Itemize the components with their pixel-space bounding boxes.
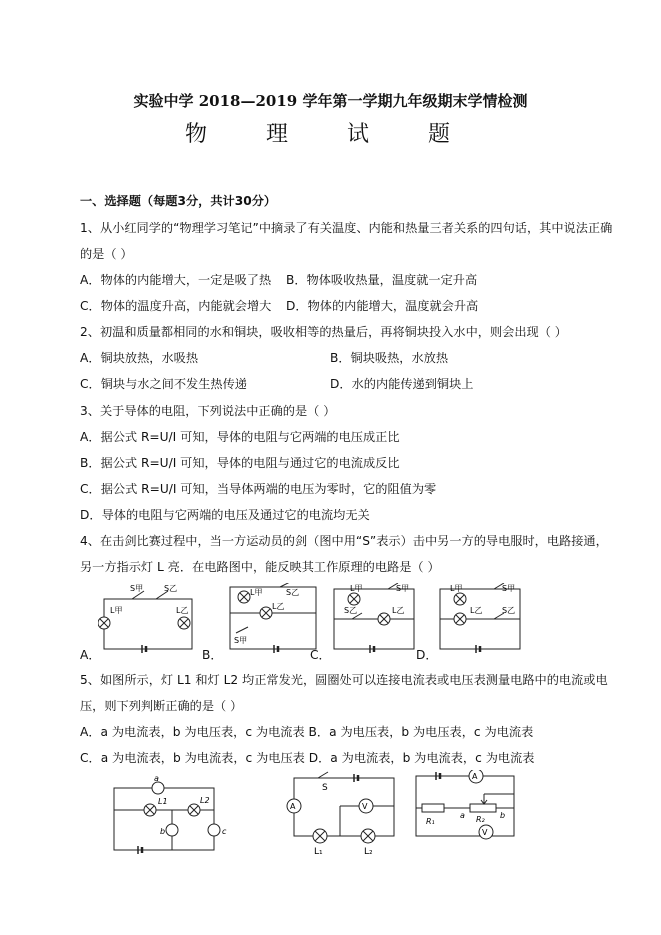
q1-option-d: D．物体的内能增大，温度就会升高: [286, 299, 479, 313]
q2-option-a: A．铜块放热，水吸热: [80, 351, 199, 365]
q5-figure-3: [410, 770, 526, 856]
q1-stem-line2: 的是（ ）: [80, 247, 133, 261]
q3-option-c: C．据公式 R=U/I 可知，当导体两端的电压为零时，它的阻值为零: [80, 482, 437, 496]
q5f2-s-label: S: [322, 783, 328, 793]
q3-option-a: A．据公式 R=U/I 可知，导体的电阻与它两端的电压成正比: [80, 430, 400, 444]
q4a-l-jia-label: L甲: [110, 606, 123, 615]
q5f1-a-label: a: [154, 774, 159, 783]
q1-option-a: A．物体的内能增大，一定是吸了热: [80, 273, 272, 287]
q5f3-ammeter-label: A: [472, 772, 478, 781]
q4b-s-yi-label: S乙: [286, 588, 300, 597]
q5-stem-line1: 5、如图所示，灯 L1 和灯 L2 均正常发光，圆圈处可以连接电流表或电压表测量电路中的电流或电: [80, 673, 608, 687]
q5-options-cd: C．a 为电流表，b 为电流表，c 为电压表 D．a 为电流表，b 为电流表，c 为电流表: [80, 751, 535, 765]
q4d-s-yi-label: S乙: [502, 606, 516, 615]
exam-title: 实验中学 2018—2019 学年第一学期九年级期末学情检测: [133, 92, 528, 110]
q2-stem: 2、初温和质量都相同的水和铜块，吸收相等的热量后，再将铜块投入水中，则会出现（ ）: [80, 325, 567, 339]
q4c-l-yi-label: L乙: [392, 606, 405, 615]
q4a-l-yi-label: L乙: [176, 606, 189, 615]
q1-option-c: C．物体的温度升高，内能就会增大: [80, 299, 272, 313]
q5f2-l1-label: L₁: [314, 847, 323, 856]
q4d-l-jia-label: L甲: [450, 584, 463, 593]
q4c-l-jia-label: L甲: [350, 584, 363, 593]
q3-stem: 3、关于导体的电阻，下列说法中正确的是（ ）: [80, 404, 336, 418]
q5f3-b-label: b: [500, 811, 506, 820]
q4c-s-yi-label: S乙: [344, 606, 358, 615]
q4-label-b: B．: [202, 648, 223, 662]
q5f3-r2-label: R₂: [476, 815, 485, 824]
q5f1-b-label: b: [160, 827, 166, 836]
q4a-s-yi-label: S乙: [164, 584, 178, 593]
q4-stem-line2: 另一方指示灯 L 亮．在电路图中，能反映其工作原理的电路是（ ）: [80, 560, 440, 574]
q5-stem-line2: 压，则下列判断正确的是（ ）: [80, 699, 243, 713]
q4b-s-jia-label: S甲: [234, 636, 248, 645]
q5f3-r1-label: R₁: [426, 817, 435, 826]
q5f2-voltmeter-label: V: [362, 802, 368, 811]
q4-label-c: C．: [310, 648, 331, 662]
q1-option-b: B．物体吸收热量，温度就一定升高: [286, 273, 478, 287]
q3-option-b: B．据公式 R=U/I 可知，导体的电阻与通过它的电流成反比: [80, 456, 400, 470]
q5f2-l2-label: L₂: [364, 847, 373, 856]
q2-option-d: D．水的内能传递到铜块上: [330, 377, 474, 391]
q5f1-c-label: c: [222, 827, 227, 836]
q4-circuit-d: [436, 583, 524, 658]
q4b-l-jia-label: L甲: [250, 588, 263, 597]
subject-title: 物 理 试 题: [185, 122, 476, 147]
section-title: 一、选择题（每题3分，共计30分）: [80, 194, 277, 208]
q4d-l-yi-label: L乙: [470, 606, 483, 615]
q5f3-voltmeter-label: V: [482, 828, 488, 837]
q2-option-b: B．铜块吸热，水放热: [330, 351, 449, 365]
q4-stem-line1: 4、在击剑比赛过程中，当一方运动员的剑（图中用“S”表示）击中另一方的导电服时，电路接通，: [80, 534, 608, 548]
q4-circuit-c: [330, 583, 418, 658]
q5f1-l1-label: L1: [158, 797, 168, 806]
q4-label-a: A．: [80, 648, 101, 662]
q5-figure-2: [284, 770, 404, 856]
q5f2-ammeter-label: A: [290, 802, 296, 811]
q4a-s-jia-label: S甲: [130, 584, 144, 593]
q5f3-a-label: a: [460, 811, 465, 820]
q5-figure-1: [108, 772, 228, 858]
q4c-s-jia-label: S甲: [396, 584, 410, 593]
q4-circuit-b: [222, 583, 322, 658]
q2-option-c: C．铜块与水之间不发生热传递: [80, 377, 247, 391]
q4-circuit-a: [98, 583, 198, 658]
q5f1-l2-label: L2: [200, 796, 210, 805]
q3-option-d: D．导体的电阻与它两端的电压及通过它的电流均无关: [80, 508, 370, 522]
q5-options-ab: A．a 为电流表，b 为电压表，c 为电流表 B．a 为电压表，b 为电压表，c 为电流表: [80, 725, 534, 739]
q1-stem-line1: 1、从小红同学的“物理学习笔记”中摘录了有关温度、内能和热量三者关系的四句话，其中说法正确: [80, 221, 613, 235]
q4b-l-yi-label: L乙: [272, 602, 285, 611]
q4d-s-jia-label: S甲: [502, 584, 516, 593]
q4-label-d: D．: [416, 648, 438, 662]
